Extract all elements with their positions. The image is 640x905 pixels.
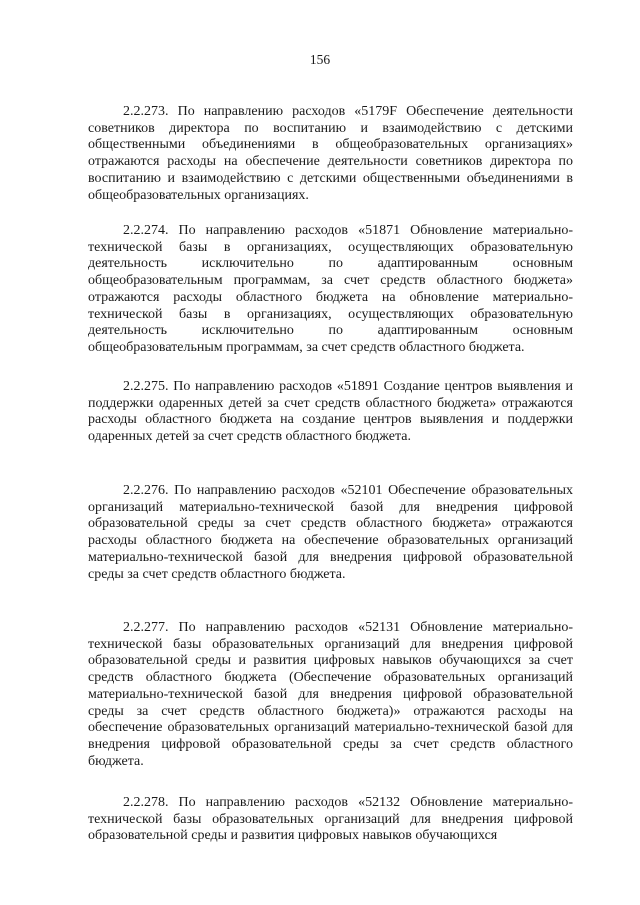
page-number: 156 xyxy=(309,52,331,67)
paragraph-2-2-275: 2.2.275. По направлению расходов «51891 Создание центров выявления и поддержки одаренных детей за счет средств областного бюджета» отражаются расходы областного бюджета на создание центров выявления и поддержки одаренных детей за счет средств областного бюджета. xyxy=(88,379,573,445)
paragraph-2-2-273: 2.2.273. По направлению расходов «5179F Обеспечение деятельности советников директора по воспитанию и взаимодействию с детскими общественными объединениями в общеобразовательных организациях» отражаются расходы на обеспечение деятельности советников директора по воспитанию и взаимодействию с детскими общественными объединениями в общеобразовательных организациях. xyxy=(88,104,573,203)
paragraph-2-2-274: 2.2.274. По направлению расходов «51871 Обновление материально-технической базы в организациях, осуществляющих образовательную деятельность исключительно по адаптированным основным общеобразовательным программам, за счет средств областного бюджета» отражаются расходы областного бюджета на обновление материально-технической базы в организациях, осуществляющих образовательную деятельность исключительно по адаптированным основным общеобразовательным программам, за счет средств областного бюджета. xyxy=(88,223,573,355)
paragraph-2-2-278: 2.2.278. По направлению расходов «52132 Обновление материально-технической базы образовательных организаций для внедрения цифровой образовательной среды и развития цифровых навыков обучающихся xyxy=(88,795,573,844)
paragraph-2-2-276: 2.2.276. По направлению расходов «52101 Обеспечение образовательных организаций материально-технической базой для внедрения цифровой образовательной среды за счет средств областного бюджета» отражаются расходы областного бюджета на обеспечение образовательных организаций материально-технической базой для внедрения цифровой образовательной среды за счет средств областного бюджета. xyxy=(88,483,573,582)
paragraph-2-2-277: 2.2.277. По направлению расходов «52131 Обновление материально-технической базы образовательных организаций для внедрения цифровой образовательной среды и развития цифровых навыков обучающихся за счет средств областного бюджета (Обеспечение образовательных организаций материально-технической базой для внедрения цифровой образовательной среды за счет средств областного бюджета)» отражаются расходы на обеспечение образовательных организаций материально-технической базой для внедрения цифровой образовательной среды за счет средств областного бюджета. xyxy=(88,620,573,769)
